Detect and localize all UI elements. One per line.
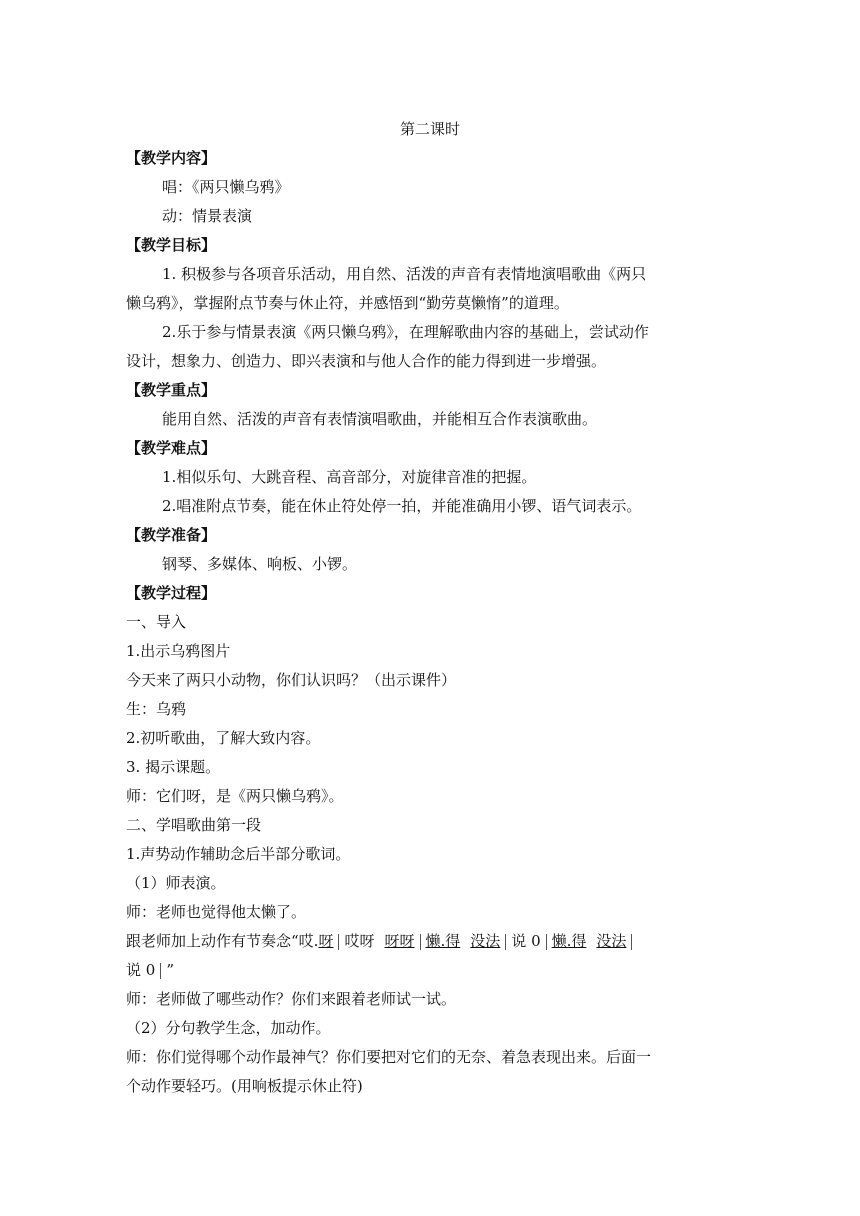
section-heading-goals: 【教学目标】 — [126, 236, 217, 254]
document-body — [126, 144, 738, 1101]
rhythm-word: 呀 — [318, 932, 334, 950]
rhythm-word: 哎呀 — [344, 932, 375, 950]
process-line: （2）分句教学生念，加动作。 — [126, 1019, 331, 1037]
process-line: 1.声势动作辅助念后半部分歌词。 — [126, 845, 351, 863]
rhythm-word: 哎. — [298, 932, 319, 950]
rhythm-word: 说 0 — [511, 932, 541, 950]
bar-line — [160, 963, 161, 979]
section-heading-process: 【教学过程】 — [126, 584, 217, 602]
bar-line — [338, 934, 339, 950]
rhythm-close-quote: ” — [166, 961, 174, 979]
process-line: 一、导入 — [126, 613, 187, 631]
process-line: 2.初听歌曲，了解大致内容。 — [126, 729, 321, 747]
section-heading-content: 【教学内容】 — [126, 149, 217, 167]
goal-2-line-2: 设计，想象力、创造力、即兴表演和与他人合作的能力得到进一步增强。 — [126, 352, 607, 370]
bar-line — [420, 934, 421, 950]
rhythm-word: 呀呀 — [384, 932, 415, 950]
process-line: 师：它们呀，是《两只懒乌鸦》。 — [126, 787, 344, 805]
section-heading-key-points: 【教学重点】 — [126, 381, 217, 399]
rhythm-line — [126, 927, 738, 956]
process-line: 生：乌鸦 — [126, 700, 187, 718]
rhythm-word: 没法 — [470, 932, 501, 950]
difficulty-1: 1.相似乐句、大跳音程、高音部分，对旋律音准的把握。 — [162, 468, 537, 486]
process-line: 二、学唱歌曲第一段 — [126, 816, 262, 834]
content-line-sing: 唱：《两只懒乌鸦》 — [162, 178, 290, 196]
process-line: 师：你们觉得哪个动作最神气？你们要把对它们的无奈、着急表现出来。后面一 — [126, 1048, 652, 1066]
bar-line — [546, 934, 547, 950]
goal-1-line-1: 1. 积极参与各项音乐活动，用自然、活泼的声音有表情地演唱歌曲《两只 — [162, 265, 647, 283]
content-line-move: 动：情景表演 — [162, 207, 253, 225]
process-line: 1.出示乌鸦图片 — [126, 642, 231, 660]
preparation-line: 钢琴、多媒体、响板、小锣。 — [162, 555, 358, 573]
rhythm-word: 懒.得 — [551, 932, 587, 950]
rhythm-word: 没法 — [596, 932, 627, 950]
section-heading-preparation: 【教学准备】 — [126, 526, 217, 544]
section-heading-difficulties: 【教学难点】 — [126, 439, 217, 457]
difficulty-2: 2.唱准附点节奏，能在休止符处停一拍，并能准确用小锣、语气词表示。 — [162, 497, 642, 515]
bar-line — [631, 934, 632, 950]
rhythm-word: 说 0 — [126, 961, 156, 979]
goal-1-line-2: 懒乌鸦》，掌握附点节奏与休止符，并感悟到“勤劳莫懒惰”的道理。 — [126, 294, 569, 312]
key-point-line: 能用自然、活泼的声音有表情演唱歌曲，并能相互合作表演歌曲。 — [162, 410, 598, 428]
process-line: 师：老师也觉得他太懒了。 — [126, 903, 307, 921]
rhythm-word: 懒.得 — [425, 932, 461, 950]
bar-line — [505, 934, 506, 950]
process-line: 师：老师做了哪些动作？你们来跟着老师试一试。 — [126, 990, 457, 1008]
process-line: 今天来了两只小动物，你们认识吗？（出示课件） — [126, 671, 457, 689]
goal-2-line-1: 2.乐于参与情景表演《两只懒乌鸦》，在理解歌曲内容的基础上，尝试动作 — [162, 323, 649, 341]
rhythm-lead-text: 跟老师加上动作有节奏念“ — [126, 932, 299, 950]
rhythm-line-continued — [126, 956, 738, 985]
process-line: 个动作要轻巧。(用响板提示休止符) — [126, 1077, 363, 1095]
process-line: （1）师表演。 — [126, 874, 226, 892]
process-line: 3. 揭示课题。 — [126, 758, 221, 776]
page-title: 第二课时 — [399, 120, 460, 138]
